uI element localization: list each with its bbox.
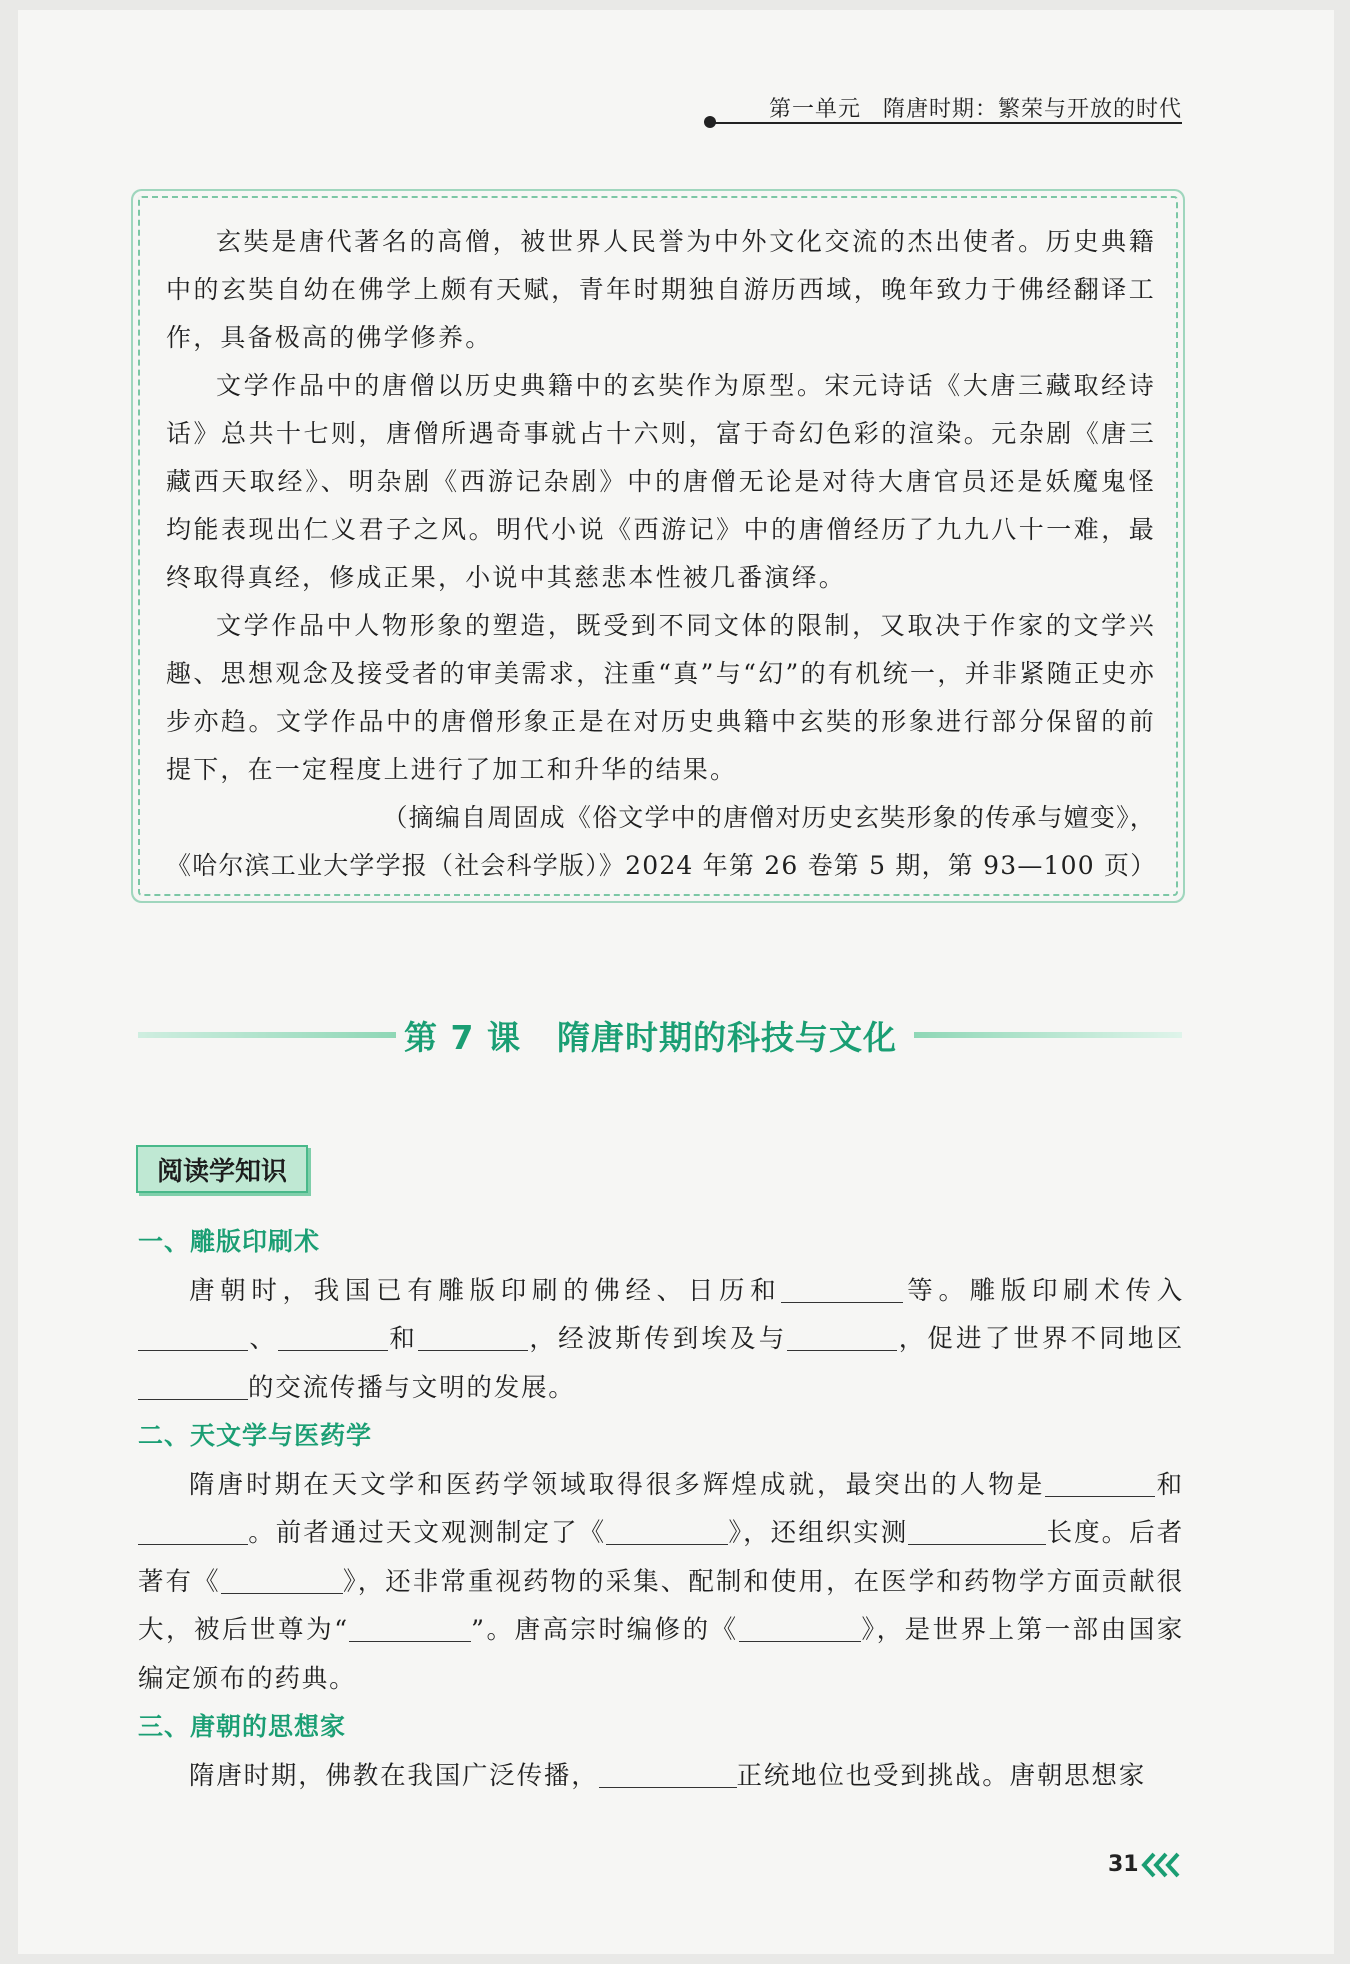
fill-blank[interactable] — [418, 1322, 528, 1351]
fill-blank[interactable] — [781, 1274, 903, 1303]
lesson-title — [404, 1012, 897, 1059]
unit-label: 第一单元 — [768, 97, 861, 122]
fill-blank[interactable] — [138, 1516, 248, 1545]
fill-blank[interactable] — [599, 1759, 737, 1788]
page-number: 31 — [1108, 1852, 1139, 1877]
citation-line-2: 《哈尔滨工业大学学报（社会科学版）》2024 年第 26 卷第 5 期，第 93—100 页） — [166, 851, 1157, 880]
chevrons-left-icon — [1140, 1850, 1184, 1880]
title-bar-right — [914, 1032, 1182, 1038]
fill-blank[interactable] — [606, 1516, 728, 1545]
excerpt-paragraph-2: 文学作品中的唐僧以历史典籍中的玄奘作为原型。宋元诗话《大唐三藏取经诗话》总共十七则，唐僧所遇奇事就占十六则，富于奇幻色彩的渲染。元杂剧《唐三藏西天取经》、明杂剧《西游记杂剧》中的唐僧无论是对待大唐官员还是妖魔鬼怪均能表现出仁义君子之风。明代小说《西游记》中的唐僧经历了九九八十一难，最终取得真经，修成正果，小说中其慈悲本性被几番演绎。 — [166, 371, 1156, 592]
header-dot — [704, 116, 716, 128]
section-heading-1: 一、雕版印刷术 — [138, 1227, 321, 1256]
section-3-text: 隋唐时期，佛教在我国广泛传播， 正统地位也受到挑战。唐朝思想家 — [189, 1760, 1147, 1791]
citation-line-1: （摘编自周固成《俗文学中的唐僧对历史玄奘形象的传承与嬗变》， — [382, 803, 1156, 832]
excerpt-box — [138, 196, 1178, 896]
section-2-text: 隋唐时期在天文学和医药学领域取得很多辉煌成就，最突出的人物是 和。前者通过天文观测制定了《 》，还组织实测 长度。后者著有《 》，还非常重视药物的采集、配制和使用，在医学和药物学方面贡献很大，被后世尊为“ ”。唐高宗时编修的《 》，是世界上第一部由国家编定颁布的药典。 — [138, 1469, 1185, 1694]
fill-blank[interactable] — [138, 1371, 248, 1400]
lesson-number: 第 7 课 — [404, 1018, 521, 1057]
fill-blank[interactable] — [138, 1322, 248, 1351]
exercise-body — [138, 1218, 1184, 1800]
fill-blank[interactable] — [787, 1322, 897, 1351]
excerpt-paragraph-3: 文学作品中人物形象的塑造，既受到不同文体的限制，又取决于作家的文学兴趣、思想观念及接受者的审美需求，注重“真”与“幻”的有机统一，并非紧随正史亦步亦趋。文学作品中的唐僧形象正是在对历史典籍中玄奘的形象进行部分保留的前提下，在一定程度上进行了加工和升华的结果。 — [166, 611, 1156, 784]
excerpt-paragraph-1: 玄奘是唐代著名的高僧，被世界人民誉为中外文化交流的杰出使者。历史典籍中的玄奘自幼在佛学上颇有天赋，青年时期独自游历西域，晚年致力于佛经翻译工作，具备极高的佛学修养。 — [166, 227, 1156, 352]
fill-blank[interactable] — [278, 1322, 388, 1351]
title-bar-left — [138, 1032, 396, 1038]
fill-blank[interactable] — [908, 1516, 1046, 1545]
fill-blank[interactable] — [349, 1613, 471, 1642]
section-heading-2: 二、天文学与医药学 — [138, 1421, 373, 1450]
unit-title: 隋唐时期：繁荣与开放的时代 — [882, 97, 1182, 122]
running-header — [769, 92, 1182, 123]
fill-blank[interactable] — [221, 1565, 343, 1594]
fill-blank[interactable] — [1045, 1468, 1155, 1497]
header-rule — [710, 122, 1182, 124]
section-badge: 阅读学知识 — [136, 1145, 308, 1193]
section-heading-3: 三、唐朝的思想家 — [138, 1712, 347, 1741]
lesson-title-banner — [138, 1010, 1182, 1060]
fill-blank[interactable] — [739, 1613, 861, 1642]
lesson-name: 隋唐时期的科技与文化 — [556, 1018, 897, 1057]
section-1-text: 唐朝时，我国已有雕版印刷的佛经、日历和 等。雕版印刷术传入、 和 ，经波斯传到埃及与 ，促进了世界不同地区的交流传播与文明的发展。 — [138, 1267, 1184, 1413]
